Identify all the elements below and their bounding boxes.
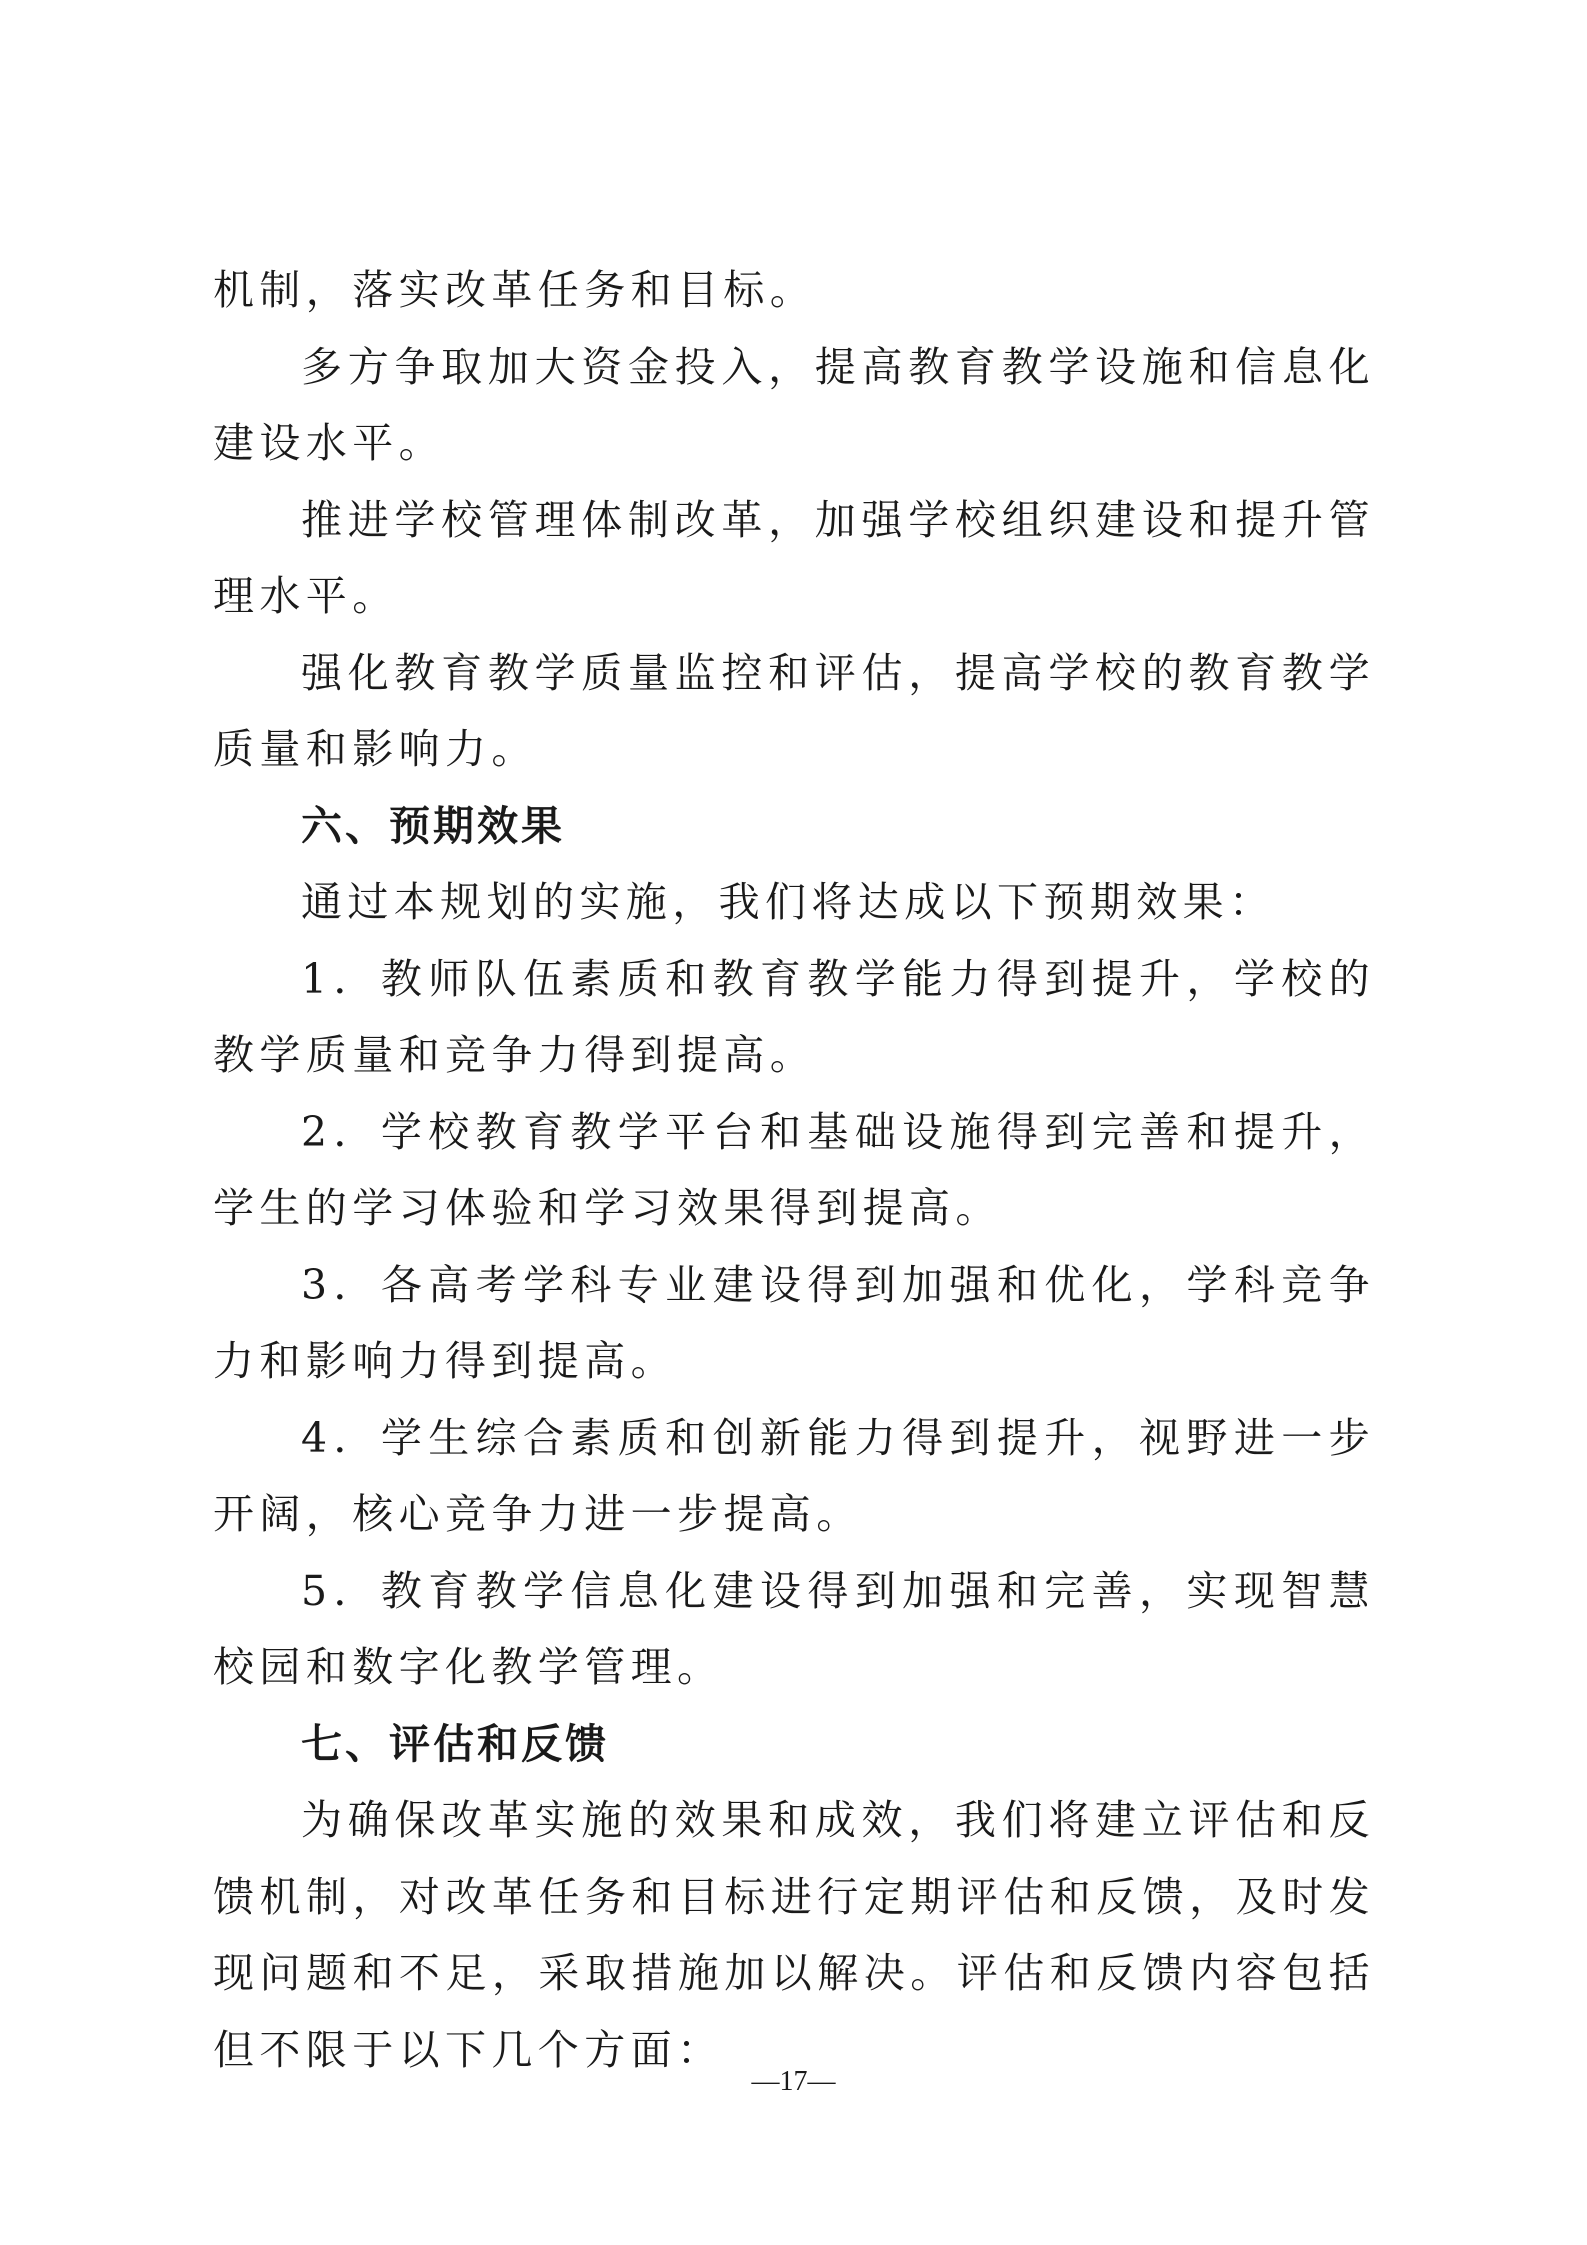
list-item-expected-1: 1．教师队伍素质和教育教学能力得到提升，学校的教学质量和竞争力得到提高。 (213, 954, 1375, 1079)
section-heading-evaluation-feedback: 七、评估和反馈 (301, 1719, 609, 1768)
list-item-expected-2: 2．学校教育教学平台和基础设施得到完善和提升，学生的学习体验和学习效果得到提高。 (213, 1107, 1375, 1232)
paragraph-evaluation-intro: 为确保改革实施的效果和成效，我们将建立评估和反馈机制，对改革任务和目标进行定期评估和反馈，及时发现问题和不足，采取措施加以解决。评估和反馈内容包括但不限于以下几个方面： (213, 1796, 1375, 2074)
list-item-expected-3: 3．各高考学科专业建设得到加强和优化，学科竞争力和影响力得到提高。 (213, 1260, 1375, 1385)
paragraph-expected-intro: 通过本规划的实施，我们将达成以下预期效果： (301, 878, 1276, 926)
paragraph-quality-monitoring: 强化教育教学质量监控和评估，提高学校的教育教学质量和影响力。 (213, 648, 1375, 773)
section-heading-expected-results: 六、预期效果 (301, 801, 565, 850)
document-body (213, 252, 1375, 2088)
paragraph-continuation: 机制，落实改革任务和目标。 (213, 266, 817, 314)
paragraph-management-reform: 推进学校管理体制改革，加强学校组织建设和提升管理水平。 (213, 495, 1375, 620)
paragraph-funding: 多方争取加大资金投入，提高教育教学设施和信息化建设水平。 (213, 342, 1375, 467)
list-item-expected-4: 4．学生综合素质和创新能力得到提升，视野进一步开阔，核心竞争力进一步提高。 (213, 1413, 1375, 1538)
list-item-expected-5: 5．教育教学信息化建设得到加强和完善，实现智慧校园和数字化教学管理。 (213, 1566, 1375, 1691)
page-number: —17— (751, 2066, 836, 2097)
